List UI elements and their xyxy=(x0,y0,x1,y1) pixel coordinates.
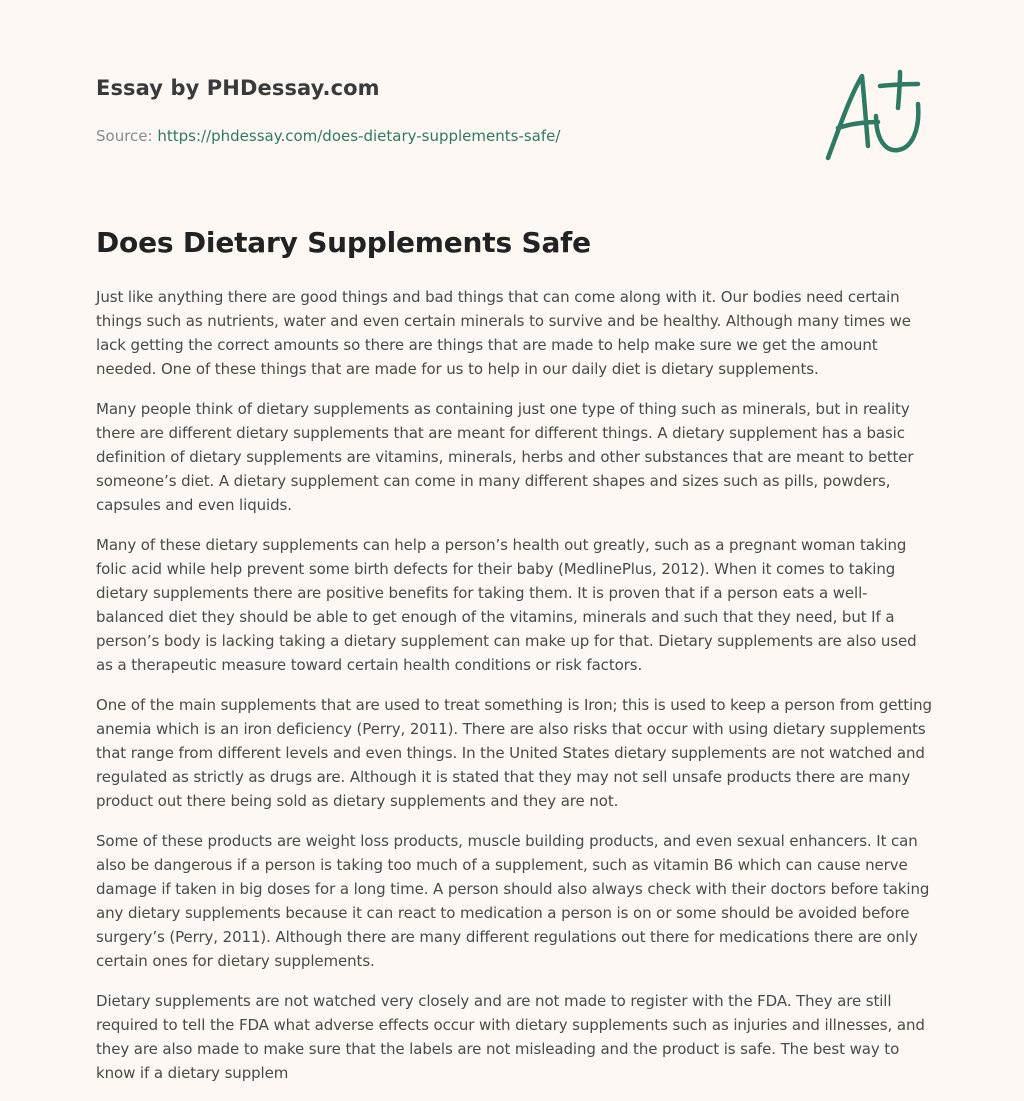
essay-paragraph: One of the main supplements that are used to treat something is Iron; this is used to keep a person from getting anemia which is an iron deficiency (Perry, 2011). There are also risks that occur with using dietary supplements that range from different levels and even things. In the United States dietary supplements are not watched and regulated as strictly as drugs are. Although it is stated that they may not sell unsafe products there are many product out there being sold as dietary supplements and they are not. xyxy=(96,696,932,810)
essay-body xyxy=(96,285,932,1101)
essay-paragraph: Many of these dietary supplements can help a person’s health out greatly, such as a pregnant woman taking folic acid while help prevent some birth defects for their baby (MedlinePlus, 2012). When it comes to taking dietary supplements there are positive benefits for taking them. It is proven that if a person eats a well-balanced diet they should be able to get enough of the vitamins, minerals and such that they need, but If a person’s body is lacking taking a dietary supplement can make up for that. Dietary supplements are also used as a therapeutic measure toward certain health conditions or risk factors. xyxy=(96,536,917,674)
essay-title: Does Dietary Supplements Safe xyxy=(96,226,591,259)
source-line xyxy=(96,127,796,145)
source-link[interactable]: https://phdessay.com/does-dietary-supplements-safe/ xyxy=(157,127,561,145)
essay-paragraph: Dietary supplements are not watched very closely and are not made to register with the FDA. They are still required to tell the FDA what adverse effects occur with dietary supplements such as injuries and illnesses, and they are also made to make sure that the labels are not misleading and the product is safe. The best way to know if a dietary supplem xyxy=(96,992,925,1082)
brand-title: Essay by PHDessay.com xyxy=(96,76,380,100)
source-label: Source: xyxy=(96,127,158,145)
a-plus-logo-icon xyxy=(820,66,930,166)
essay-paragraph: Some of these products are weight loss products, muscle building products, and even sexual enhancers. It can also be dangerous if a person is taking too much of a supplement, such as vitamin B6 which can cause nerve damage if taken in big doses for a long time. A person should also always check with their doctors before taking any dietary supplements because it can react to medication a person is on or some should be avoided before surgery’s (Perry, 2011). Although there are many different regulations out there for medications there are only certain ones for dietary supplements. xyxy=(96,832,930,970)
essay-paragraph: Just like anything there are good things and bad things that can come along with it. Our bodies need certain things such as nutrients, water and even certain minerals to survive and be healthy. Although many times we lack getting the correct amounts so there are things that are made to help make sure we get the amount needed. One of these things that are made for us to help in our daily diet is dietary supplements. xyxy=(96,288,911,378)
essay-paragraph: Many people think of dietary supplements as containing just one type of thing such as minerals, but in reality there are different dietary supplements that are meant for different things. A dietary supplement has a basic definition of dietary supplements are vitamins, minerals, herbs and other substances that are meant to better someone’s diet. A dietary supplement can come in many different shapes and sizes such as pills, powders, capsules and even liquids. xyxy=(96,400,914,514)
essay-header xyxy=(96,76,796,145)
